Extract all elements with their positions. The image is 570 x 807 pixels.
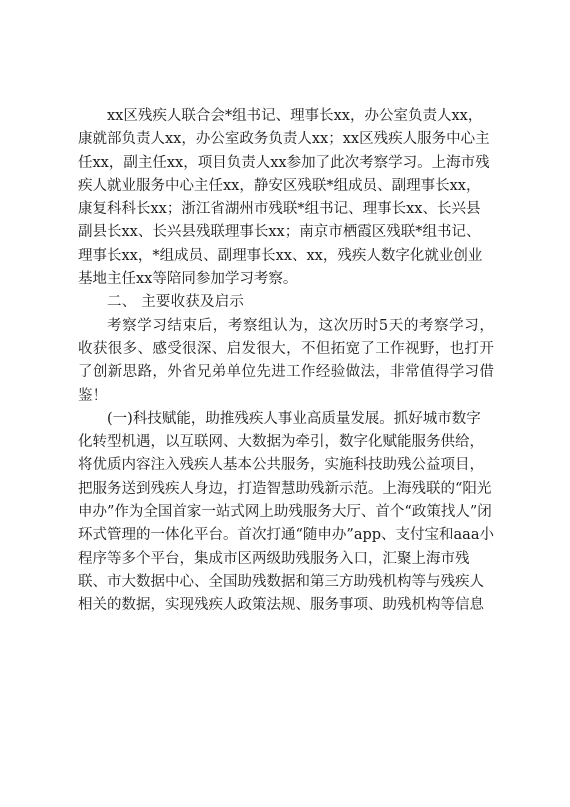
paragraph-tech-empowerment: (一)科技赋能，助推残疾人事业高质量发展。抓好城市数字化转型机遇，以互联网、大数据为牵引，数字化赋能服务供给，将优质内容注入残疾人基本公共服务，实施科技助残公益项目，把服务送到残疾人身边，打造智慧助残新示范。上海残联的“阳光申办”作为全国首家一站式网上助残服务大厅、首个“政策找人”闭环式管理的一体化平台。首次打通“随申办”app、支付宝和aaa小程序等多个平台，集成市区两级助残服务入口，汇聚上海市残联、市大数据中心、全国助残数据和第三方助残机构等与残疾人相关的数据，实现残疾人政策法规、服务事项、助残机构等信息 <box>78 410 494 614</box>
paragraph-participants: xx区残疾人联合会*组书记、理事长xx，办公室负责人xx，康就部负责人xx，办公室政务负责人xx；xx区残疾人服务中心主任xx，副主任xx，项目负责人xx参加了此次考察学习。上海市残疾人就业服务中心主任xx，静安区残联*组成员、副理事长xx，康复科科长xx；浙江省湖州市残联*组书记、理事长xx、长兴县副县长xx、长兴县残联理事长xx；南京市栖霞区残联*组书记、理事长xx，*组成员、副理事长xx、xx，残疾人数字化就业创业基地主任xx等陪同参加学习考察。 <box>78 108 490 288</box>
document-body <box>78 105 494 618</box>
paragraph-summary: 考察学习结束后，考察组认为，这次历时5天的考察学习，收获很多、感受很深、启发很大，不但拓宽了工作视野，也打开了创新思路，外省兄弟单位先进工作经验做法，非常值得学习借鉴！ <box>78 317 494 404</box>
section-heading: 二、 主要收获及启示 <box>107 294 245 311</box>
